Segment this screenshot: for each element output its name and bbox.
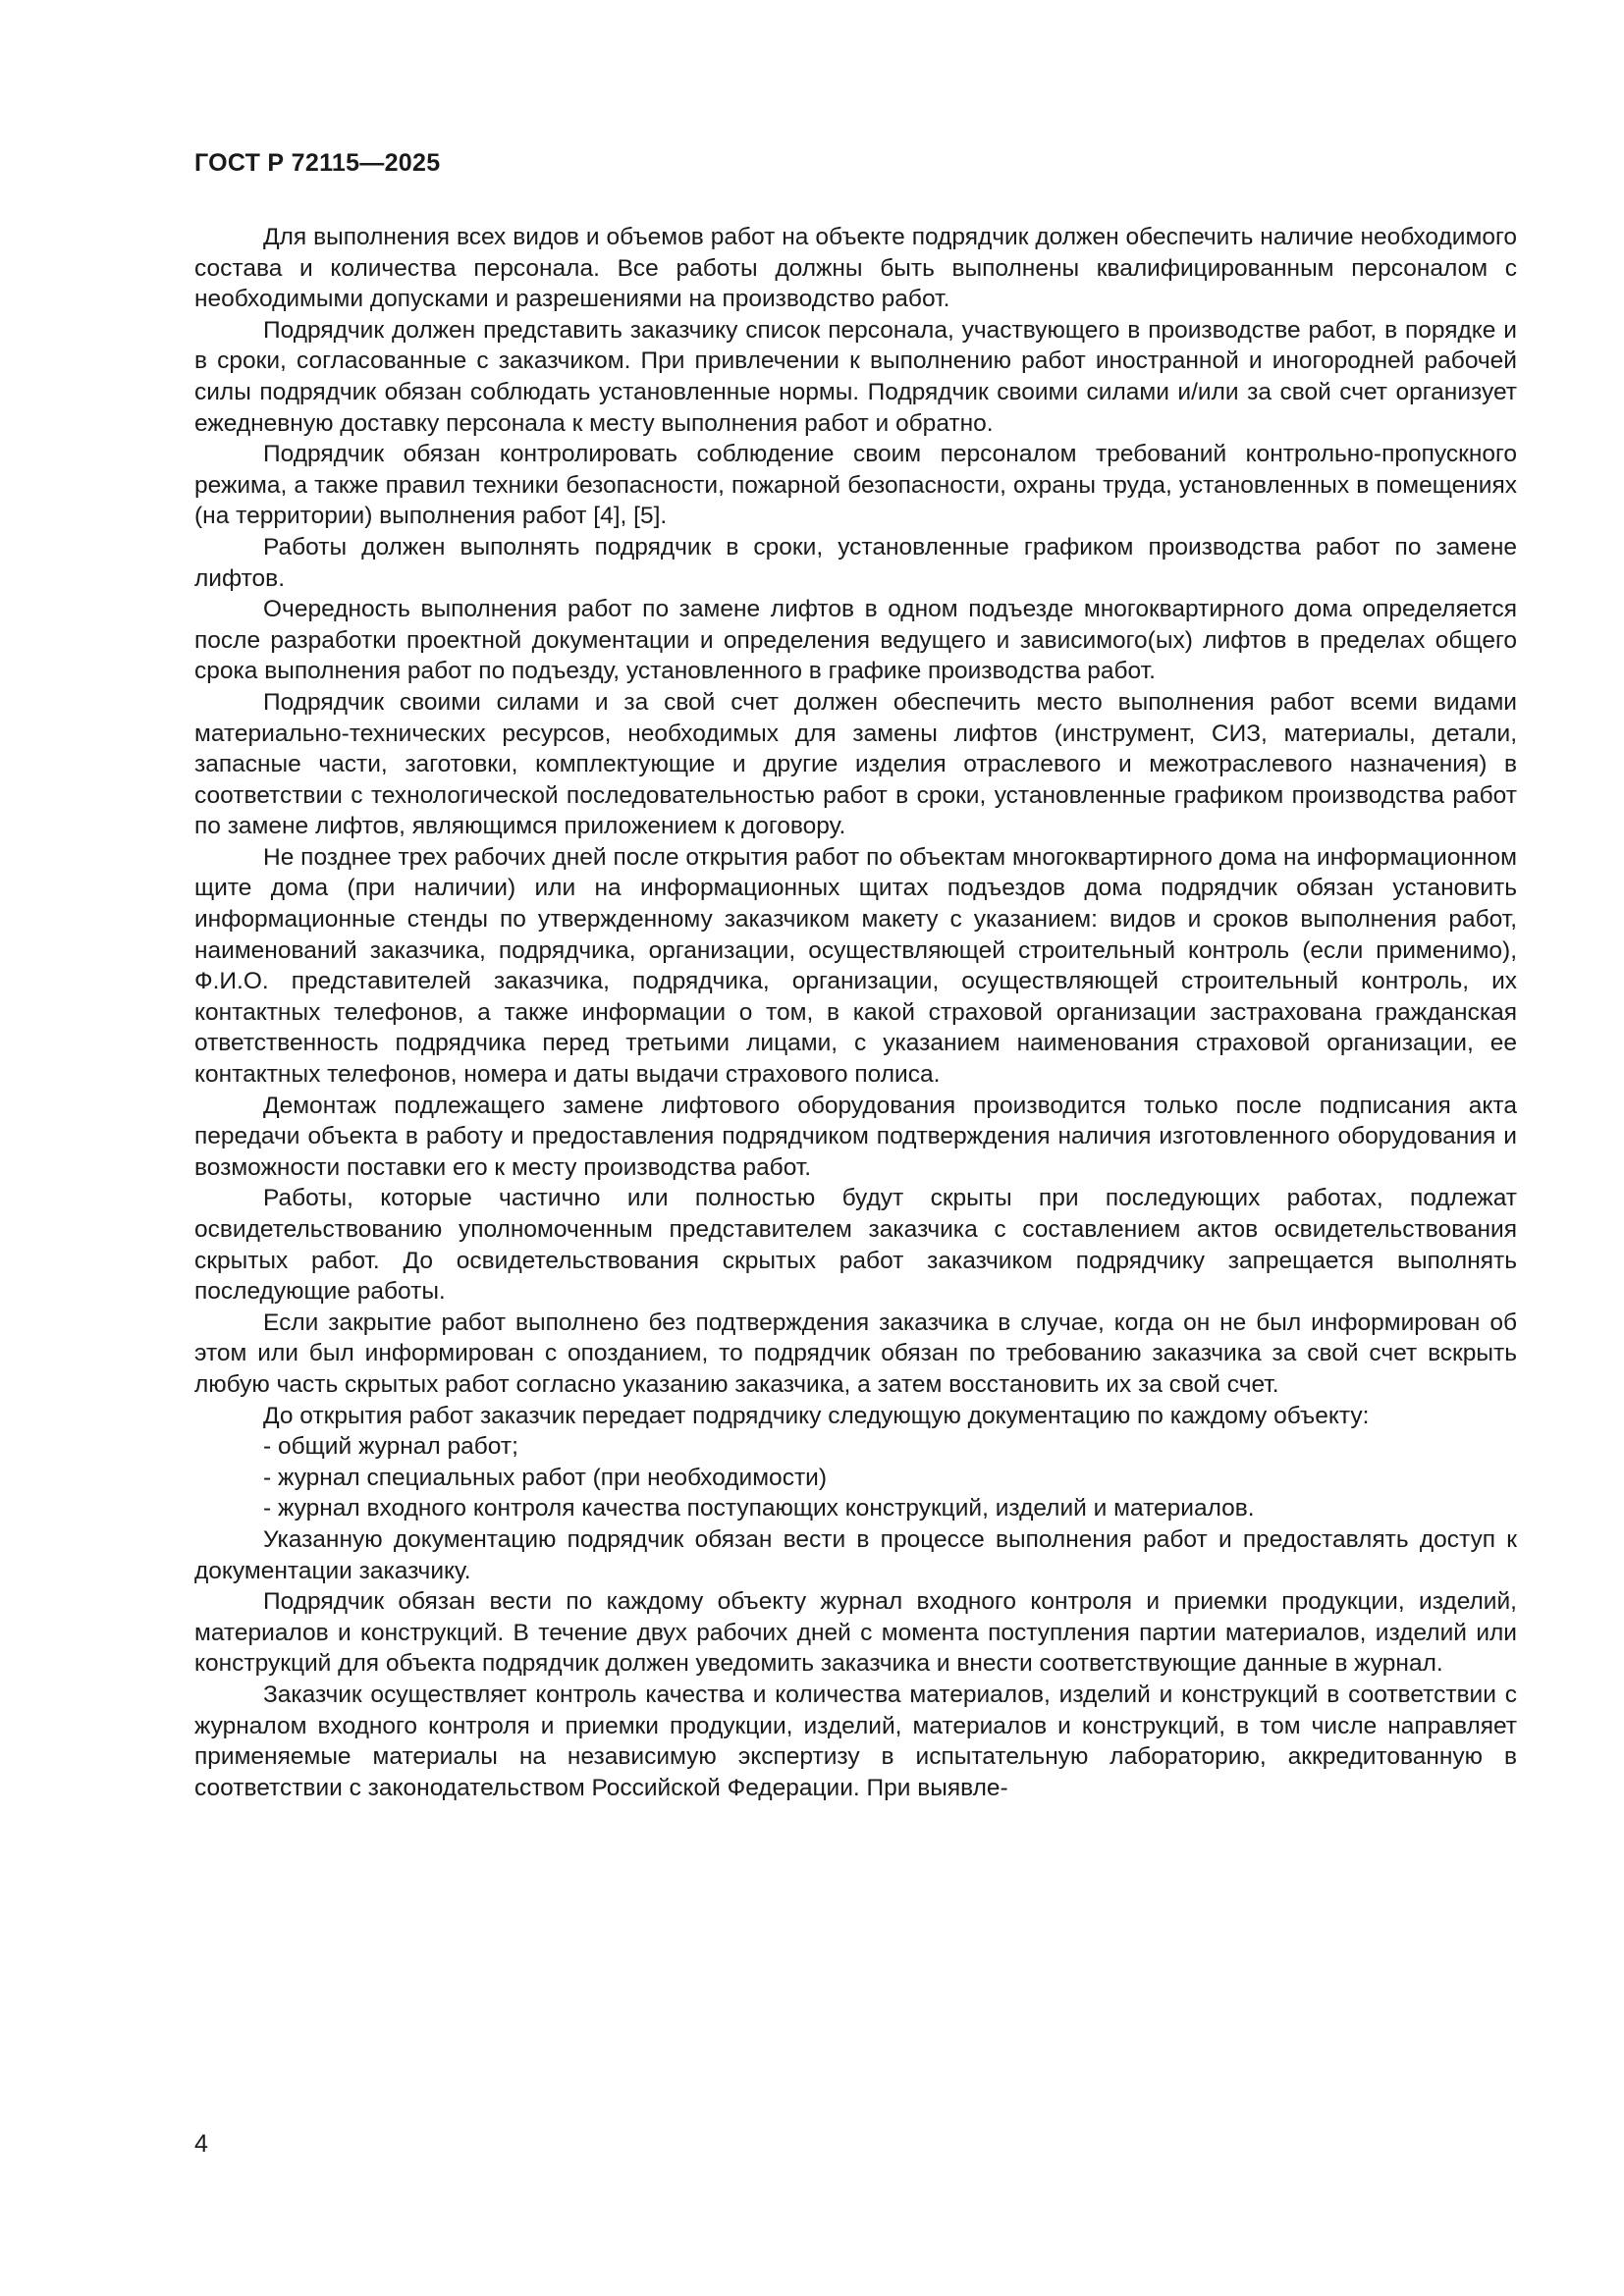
paragraph-quality-control: Заказчик осуществляет контроль качества и количества материалов, изделий и конструкций в соответствии с журналом входного контроля и приемки продукции, изделий, материалов и конструкций, в том числе направляет применяемые материалы на независимую экспертизу в испытательную лабораторию, аккредитованную в соответствии с законодательством Российской Федерации. При выявле- xyxy=(194,1681,1517,1801)
paragraph-uncovering: Если закрытие работ выполнено без подтверждения заказчика в случае, когда он не был информирован об этом или был информирован с опозданием, то подрядчик обязан по требованию заказчика за свой счет вскрыть любую часть скрытых работ согласно указанию заказчика, а затем восстановить их за свой счет. xyxy=(194,1308,1517,1398)
paragraph-personnel-list: Подрядчик должен представить заказчику список персонала, участвующего в производстве работ, в порядке и в сроки, согласованные с заказчиком. При привлечении к выполнению работ иностранной и иногородней рабочей силы подрядчик обязан соблюдать установленные нормы. Подрядчик своими силами и/или за свой счет организует ежедневную доставку персонала к месту выполнения работ и обратно. xyxy=(194,316,1517,437)
list-item: - общий журнал работ; xyxy=(263,1433,518,1461)
list-item: - журнал специальных работ (при необходимости) xyxy=(263,1464,828,1491)
paragraph-incoming-control: Подрядчик обязан вести по каждому объекту журнал входного контроля и приемки продукции, изделий, материалов и конструкций. В течение двух рабочих дней с момента поступления партии материалов, изделий или конструкций для объекта подрядчик должен уведомить заказчика и внести соответствующие данные в журнал. xyxy=(194,1588,1517,1678)
paragraph-access-control: Подрядчик обязан контролировать соблюдение своим персоналом требований контрольно-пропускного режима, а также правил техники безопасности, пожарной безопасности, охраны труда, установленных в помещениях (на территории) выполнения работ [4], [5]. xyxy=(194,441,1517,530)
paragraph-schedule: Работы должен выполнять подрядчик в сроки, установленные графиком производства работ по замене лифтов. xyxy=(194,533,1517,592)
paragraph-order-of-works: Очередность выполнения работ по замене лифтов в одном подъезде многоквартирного дома определяется после разработки проектной документации и определения ведущего и зависимого(ых) лифтов в пределах общего срока выполнения работ по подъезду, установленного в графике производства работ. xyxy=(194,596,1517,685)
list-item: - журнал входного контроля качества поступающих конструкций, изделий и материалов. xyxy=(263,1495,1255,1522)
paragraph-documentation-keeping: Указанную документацию подрядчик обязан вести в процессе выполнения работ и предоставлять доступ к документации заказчику. xyxy=(194,1525,1517,1584)
page-number: 4 xyxy=(194,2130,208,2158)
paragraph-documentation-intro: До открытия работ заказчик передает подрядчику следующую документацию по каждому объекту: xyxy=(263,1402,1370,1429)
document-header: ГОСТ Р 72115—2025 xyxy=(194,149,441,177)
paragraph-info-stands: Не позднее трех рабочих дней после открытия работ по объектам многоквартирного дома на информационном щите дома (при наличии) или на информационных щитах подъездов дома подрядчик обязан установить информационные стенды по утвержденному заказчиком макету с указанием: видов и сроков выполнения работ, наименований заказчика, подрядчика, организации, осуществляющей строительный контроль (если применимо), Ф.И.О. представителей заказчика, подрядчика, организации, осуществляющей строительный контроль, их контактных телефонов, а также информации о том, в какой страховой организации застрахована гражданская ответственность подрядчика перед третьими лицами, с указанием наименования страховой организации, ее контактных телефонов, номера и даты выдачи страхового полиса. xyxy=(194,843,1517,1089)
paragraph-dismantling: Демонтаж подлежащего замене лифтового оборудования производится только после подписания акта передачи объекта в работу и предоставления подрядчиком подтверждения наличия изготовленного оборудования и возможности поставки его к месту производства работ. xyxy=(194,1092,1517,1181)
paragraph-hidden-works: Работы, которые частично или полностью будут скрыты при последующих работах, подлежат освидетельствованию уполномоченным представителем заказчика с составлением актов освидетельствования скрытых работ. До освидетельствования скрытых работ заказчиком подрядчику запрещается выполнять последующие работы. xyxy=(194,1185,1517,1306)
document-body xyxy=(194,222,1517,1803)
paragraph-resources: Подрядчик своими силами и за свой счет должен обеспечить место выполнения работ всеми видами материально-технических ресурсов, необходимых для замены лифтов (инструмент, СИЗ, материалы, детали, запасные части, заготовки, комплектующие и другие изделия отраслевого и межотраслевого назначения) в соответствии с технологической последовательностью работ в сроки, установленные графиком производства работ по замене лифтов, являющимся приложением к договору. xyxy=(194,688,1517,840)
paragraph-personnel: Для выполнения всех видов и объемов работ на объекте подрядчик должен обеспечить наличие необходимого состава и количества персонала. Все работы должны быть выполнены квалифицированным персоналом с необходимыми допусками и разрешениями на производство работ. xyxy=(194,224,1517,313)
